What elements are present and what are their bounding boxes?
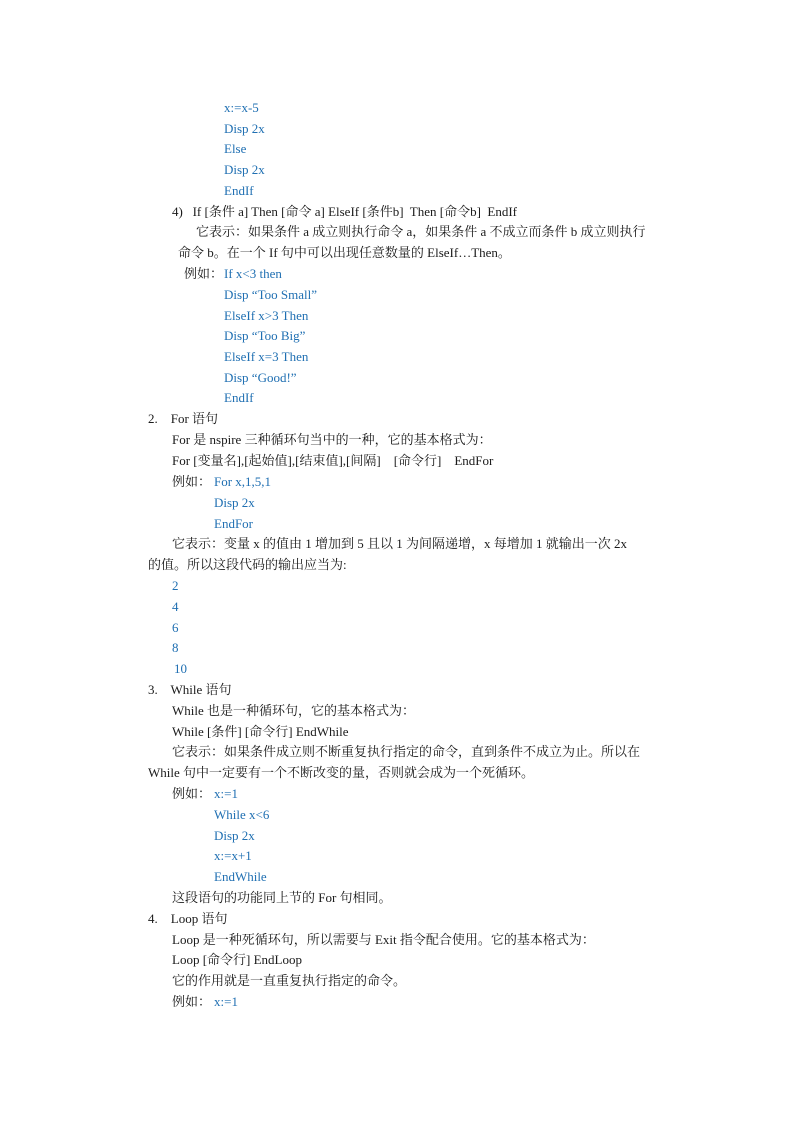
code-line: x:=x-5 (224, 100, 259, 115)
example-label: 例如： (184, 266, 224, 281)
paragraph-line: 这段语句的功能同上节的 For 句相同。 (172, 890, 392, 905)
code-line: While x<6 (214, 807, 270, 822)
paragraph-line: Loop 是一种死循环句，所以需要与 Exit 指令配合使用。它的基本格式为： (172, 932, 595, 947)
output-value: 4 (172, 599, 179, 614)
section-heading: 3. While 语句 (148, 682, 232, 697)
example-label: 例如： (172, 474, 212, 489)
paragraph-line: 的值。所以这段代码的输出应当为: (148, 557, 347, 572)
code-line: x:=x+1 (214, 848, 252, 863)
format-line: While [条件] [命令行] EndWhile (172, 724, 349, 739)
section-heading: 4. Loop 语句 (148, 911, 228, 926)
output-value: 8 (172, 640, 179, 655)
paragraph-line: For 是 nspire 三种循环句当中的一种，它的基本格式为： (172, 432, 492, 447)
code-line: x:=1 (214, 786, 238, 801)
paragraph-line: 命令 b。在一个 If 句中可以出现任意数量的 ElseIf…Then。 (178, 245, 511, 260)
code-line: Disp 2x (224, 121, 265, 136)
code-line: If x<3 then (224, 266, 282, 281)
code-line: ElseIf x>3 Then (224, 308, 309, 323)
code-line: Disp 2x (214, 495, 255, 510)
item-heading: 4) If [条件 a] Then [命令 a] ElseIf [条件b] Then [命令b] EndIf (172, 204, 518, 219)
code-line: EndIf (224, 390, 254, 405)
format-line: For [变量名],[起始值],[结束值],[间隔] [命令行] EndFor (172, 453, 494, 468)
output-value: 2 (172, 578, 179, 593)
code-line: Disp 2x (224, 162, 265, 177)
code-line: x:=1 (214, 994, 238, 1009)
code-line: Disp “Too Big” (224, 328, 306, 343)
paragraph-line: While 句中一定要有一个不断改变的量，否则就会成为一个死循环。 (148, 765, 535, 780)
output-value: 10 (174, 661, 187, 676)
example-label: 例如： (172, 994, 212, 1009)
paragraph-line: 它表示：如果条件 a 成立则执行命令 a，如果条件 a 不成立而条件 b 成立则执行 (196, 224, 646, 239)
code-line: EndFor (214, 516, 253, 531)
paragraph-line: 它的作用就是一直重复执行指定的命令。 (172, 973, 407, 988)
paragraph-line: While 也是一种循环句，它的基本格式为： (172, 703, 416, 718)
example-label: 例如： (172, 786, 212, 801)
section-heading: 2. For 语句 (148, 411, 219, 426)
code-line: For x,1,5,1 (214, 474, 272, 489)
code-line: ElseIf x=3 Then (224, 349, 309, 364)
code-line: EndWhile (214, 869, 267, 884)
code-line: Disp “Good!” (224, 370, 297, 385)
paragraph-line: 它表示：变量 x 的值由 1 增加到 5 且以 1 为间隔递增，x 每增加 1 就输出一次 2x (172, 536, 628, 551)
format-line: Loop [命令行] EndLoop (172, 952, 302, 967)
code-line: Disp 2x (214, 828, 255, 843)
output-value: 6 (172, 620, 179, 635)
code-line: Disp “Too Small” (224, 287, 317, 302)
code-line: EndIf (224, 183, 254, 198)
paragraph-line: 它表示：如果条件成立则不断重复执行指定的命令，直到条件不成立为止。所以在 (172, 744, 641, 759)
code-line: Else (224, 141, 247, 156)
